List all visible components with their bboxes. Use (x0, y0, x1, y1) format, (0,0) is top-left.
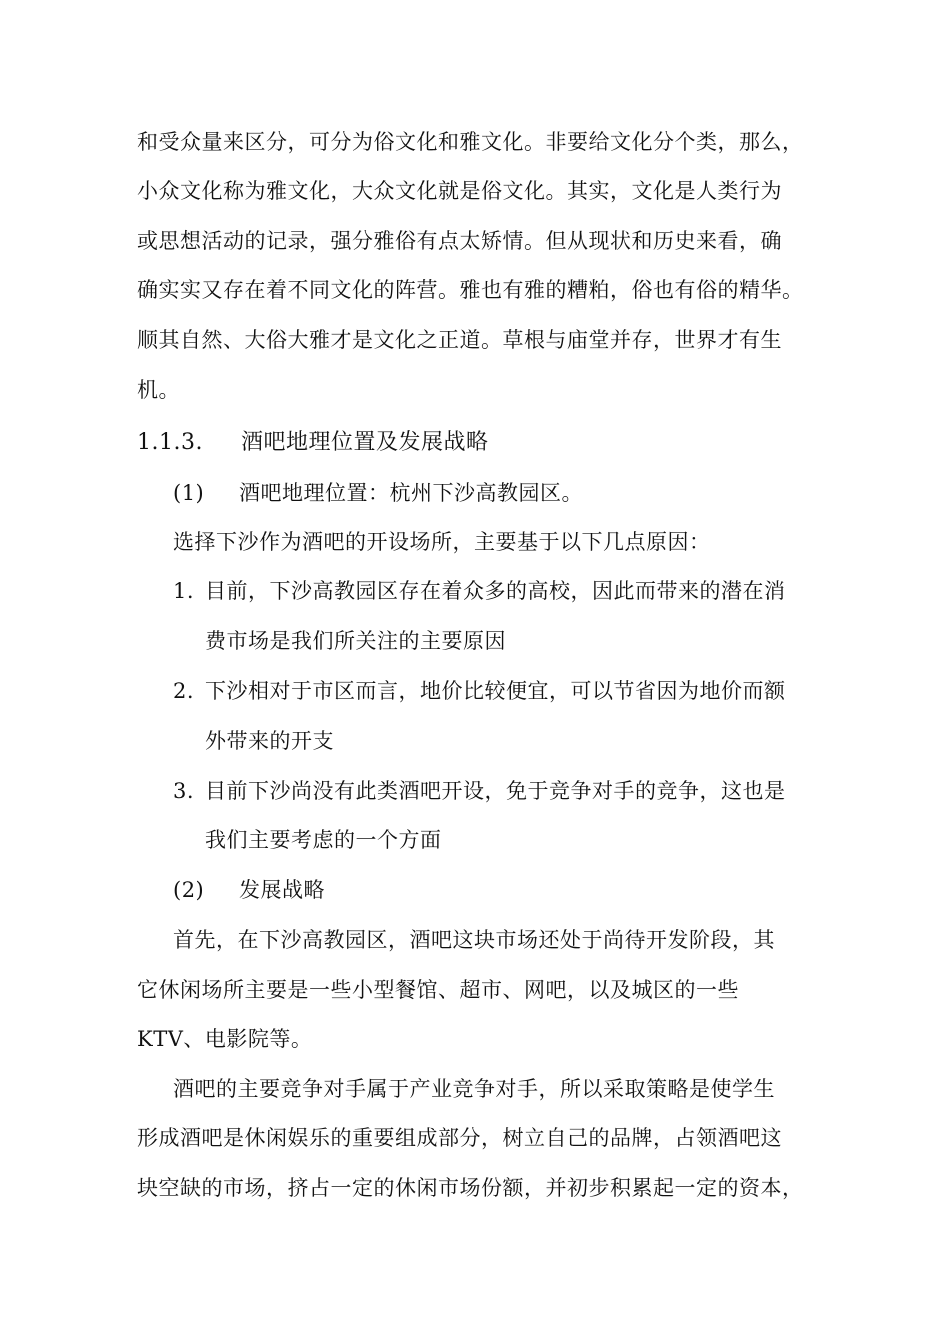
subsection-1 (173, 479, 583, 507)
paragraph-line: 首先，在下沙高教园区，酒吧这块市场还处于尚待开发阶段，其 (173, 928, 775, 952)
subsection-2 (173, 876, 325, 904)
subsection-number: (1) (173, 481, 205, 505)
paragraph-line: 它休闲场所主要是一些小型餐馆、超市、网吧，以及城区的一些 (137, 978, 739, 1002)
list-item-text: 目前下沙尚没有此类酒吧开设，免于竞争对手的竞争，这也是 (205, 779, 786, 803)
paragraph-line: 机。 (137, 378, 180, 402)
subsection-number: (2) (173, 878, 205, 902)
list-item-text: 下沙相对于市区而言，地价比较便宜，可以节省因为地价而额 (205, 679, 786, 703)
list-item-number: 3. (173, 779, 195, 803)
list-item-text: 目前，下沙高教园区存在着众多的高校，因此而带来的潜在消 (205, 579, 786, 603)
paragraph-line: 顺其自然、大俗大雅才是文化之正道。草根与庙堂并存，世界才有生 (137, 328, 782, 352)
paragraph-line: 形成酒吧是休闲娱乐的重要组成部分，树立自己的品牌，占领酒吧这 (137, 1126, 782, 1150)
paragraph-line: 或思想活动的记录，强分雅俗有点太矫情。但从现状和历史来看，确 (137, 229, 782, 253)
list-item (173, 677, 786, 705)
section-title: 酒吧地理位置及发展战略 (241, 430, 489, 455)
list-item-continuation: 外带来的开支 (205, 729, 334, 753)
list-item-number: 2. (173, 679, 195, 703)
paragraph-line: 确实实又存在着不同文化的阵营。雅也有雅的糟粕，俗也有俗的精华。 (137, 278, 804, 302)
section-number: 1.1.3. (137, 430, 203, 455)
list-item-continuation: 我们主要考虑的一个方面 (205, 828, 442, 852)
intro-line: 选择下沙作为酒吧的开设场所，主要基于以下几点原因： (173, 530, 711, 554)
paragraph-line: 小众文化称为雅文化，大众文化就是俗文化。其实，文化是人类行为 (137, 179, 782, 203)
subsection-text: 发展战略 (239, 878, 325, 902)
list-item (173, 777, 786, 805)
paragraph-line: 块空缺的市场，挤占一定的休闲市场份额，并初步积累起一定的资本， (137, 1176, 804, 1200)
paragraph-line: 和受众量来区分，可分为俗文化和雅文化。非要给文化分个类，那么， (137, 130, 804, 154)
subsection-text: 酒吧地理位置：杭州下沙高教园区。 (239, 481, 583, 505)
list-item-continuation: 费市场是我们所关注的主要原因 (205, 629, 506, 653)
list-item-number: 1. (173, 579, 195, 603)
section-heading (137, 429, 489, 457)
paragraph-line: 酒吧的主要竞争对手属于产业竞争对手，所以采取策略是使学生 (173, 1077, 775, 1101)
paragraph-line: KTV、电影院等。 (137, 1027, 313, 1051)
list-item (173, 577, 786, 605)
